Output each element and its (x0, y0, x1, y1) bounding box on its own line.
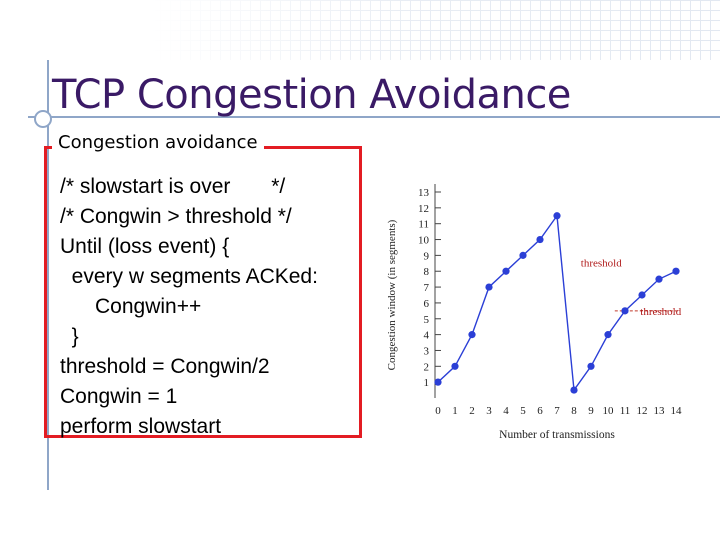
y-tick-label: 5 (423, 313, 429, 326)
y-tick-label: 3 (423, 345, 429, 358)
x-tick-label: 0 (435, 405, 441, 417)
x-tick-label: 1 (452, 405, 458, 417)
threshold-label: threshold (580, 257, 622, 270)
data-point (553, 212, 560, 219)
decorative-circle (34, 110, 52, 128)
x-tick-label: 4 (503, 405, 509, 417)
chart-svg (378, 176, 688, 451)
data-point (451, 363, 458, 370)
x-tick-label: 8 (571, 405, 577, 417)
x-tick-label: 12 (636, 405, 648, 417)
code-line: every w segments ACKed: (60, 265, 318, 288)
box-label: Congestion avoidance (52, 132, 264, 153)
data-point (485, 283, 492, 290)
y-tick-label: 11 (418, 218, 429, 231)
code-line: Until (loss event) { (60, 235, 230, 258)
data-point (434, 379, 441, 386)
pseudocode-block (60, 172, 318, 442)
y-tick-label: 7 (423, 282, 429, 295)
x-tick-label: 7 (554, 405, 560, 417)
data-point (536, 236, 543, 243)
data-point (570, 386, 577, 393)
code-line: threshold = Congwin/2 (60, 355, 270, 378)
data-point (604, 331, 611, 338)
data-point (587, 363, 594, 370)
code-line: /* slowstart is over */ (60, 175, 286, 198)
code-line: Congwin++ (60, 295, 202, 318)
data-point (468, 331, 475, 338)
y-tick-label: 9 (423, 250, 429, 263)
data-point (502, 268, 509, 275)
x-tick-label: 11 (619, 405, 631, 417)
y-tick-label: 6 (423, 297, 429, 310)
y-tick-label: 8 (423, 266, 429, 279)
threshold-label: threshold (640, 305, 682, 318)
x-axis-label: Number of transmissions (499, 429, 615, 441)
x-tick-label: 2 (469, 405, 475, 417)
y-tick-label: 13 (418, 187, 429, 199)
congestion-window-chart (378, 176, 688, 451)
y-tick-label: 10 (418, 234, 429, 247)
code-line: } (60, 325, 79, 348)
y-tick-label: 12 (418, 202, 429, 215)
data-point (672, 268, 679, 275)
slide-title: TCP Congestion Avoidance (52, 72, 571, 118)
x-tick-label: 5 (520, 405, 526, 417)
x-tick-label: 9 (588, 405, 594, 417)
data-point (621, 307, 628, 314)
code-line: /* Congwin > threshold */ (60, 205, 292, 228)
data-point (655, 276, 662, 283)
y-tick-label: 2 (423, 361, 429, 374)
data-point (519, 252, 526, 259)
data-point (638, 291, 645, 298)
x-tick-label: 14 (670, 405, 682, 417)
code-line: Congwin = 1 (60, 385, 178, 408)
header-grid-fade (150, 0, 720, 60)
y-axis-label: Congestion window (in segments) (386, 219, 398, 371)
code-line: perform slowstart (60, 415, 222, 438)
x-tick-label: 3 (486, 405, 492, 417)
y-tick-label: 4 (423, 329, 429, 342)
y-tick-label: 1 (423, 377, 429, 390)
x-tick-label: 13 (653, 405, 665, 417)
x-tick-label: 6 (537, 405, 543, 417)
x-tick-label: 10 (602, 405, 614, 417)
series-line (438, 216, 676, 390)
